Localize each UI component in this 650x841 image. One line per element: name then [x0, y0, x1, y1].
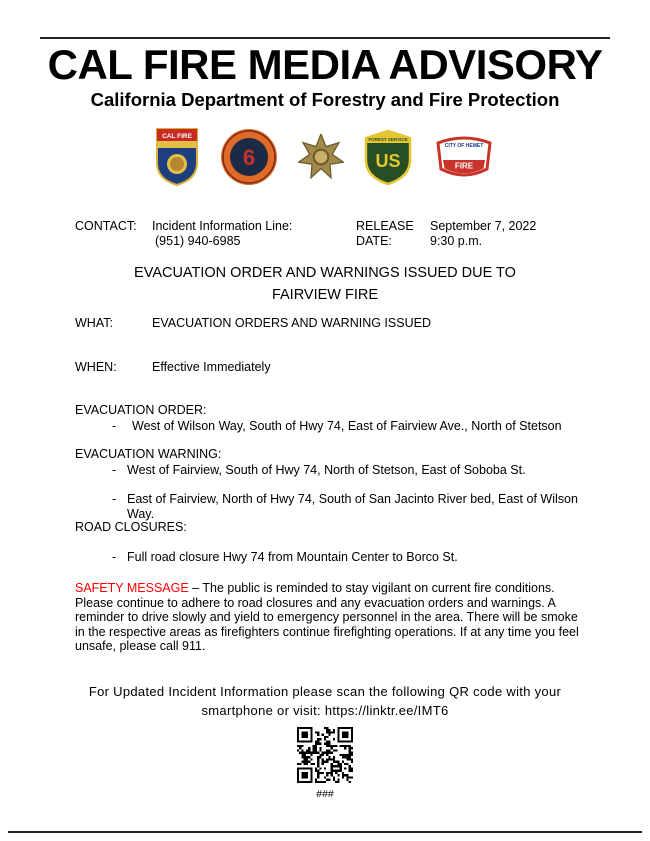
list-item-text: - West of Wilson Way, South of Hwy 74, East of Fairview Ave., North of Stetson: [132, 419, 562, 433]
safety-message-text: – The public is reminded to stay vigilant on current fire conditions. Please continue to adhere to road closures and any evacuation orders and warnings. A reminder to drive slowly and yield to emergency personnel in the area. There will be smoke in the respective areas as firefighters continue firefighting operations. If at any time you feel unsafe, please call 911.: [75, 581, 579, 654]
sheriff-star-icon: [298, 134, 344, 180]
cal-fire-badge-icon: [154, 127, 200, 187]
agency-logos: [0, 126, 650, 188]
contact-label: CONTACT:: [75, 219, 137, 233]
city-of-hemet-fire-badge-icon: [432, 131, 496, 183]
safety-message: [75, 581, 583, 654]
bottom-divider: [8, 831, 642, 833]
document-subtitle: California Department of Forestry and Fire Protection: [90, 89, 560, 110]
top-divider: [40, 37, 610, 39]
contact-phone: (951) 940-6985: [155, 234, 241, 248]
list-item-text: - Full road closure Hwy 74 from Mountain Center to Borco St.: [127, 550, 458, 564]
qr-instruction: [78, 683, 572, 720]
release-date: September 7, 2022: [430, 219, 537, 233]
list-item: [112, 463, 584, 478]
us-forest-service-badge-icon: [364, 129, 412, 185]
list-item: [112, 419, 584, 434]
cal-fire-badge-text: CAL FIRE: [162, 133, 192, 140]
list-item: [112, 492, 584, 521]
county-fire-patch-icon: [220, 128, 278, 186]
safety-message-label: SAFETY MESSAGE: [75, 581, 189, 595]
linktree-link[interactable]: https://linktr.ee/IMT6: [324, 702, 449, 718]
list-item: [112, 550, 584, 565]
qr-code: [297, 727, 353, 783]
list-item-text: - East of Fairview, North of Hwy 74, South of San Jacinto River bed, East of Wilson Way.: [127, 492, 578, 521]
section-title-evacuation-warning: EVACUATION WARNING:: [75, 447, 222, 461]
when-label: WHEN:: [75, 360, 117, 374]
section-title-road-closures: ROAD CLOSURES:: [75, 520, 187, 534]
city-of-hemet-arc-text: CITY OF HEMET: [444, 143, 484, 149]
what-label: WHAT:: [75, 316, 113, 330]
headline: EVACUATION ORDER AND WARNINGS ISSUED DUE TO FAIRVIEW FIRE: [134, 265, 516, 303]
when-value: Effective Immediately: [152, 360, 271, 374]
qr-code-image: [297, 727, 353, 783]
county-fire-patch-number: 6: [242, 145, 256, 170]
us-forest-service-band-text: FOREST SERVICE: [368, 137, 408, 142]
city-of-hemet-fire-text: FIRE: [454, 161, 474, 171]
end-mark: ###: [316, 788, 334, 800]
document-title: CAL FIRE MEDIA ADVISORY: [47, 41, 603, 88]
us-forest-service-monogram: US: [375, 151, 401, 171]
qr-instruction-text: For Updated Incident Information please scan the following QR code with your smartphone or visit:: [88, 684, 562, 718]
release-time: 9:30 p.m.: [430, 234, 483, 248]
release-label-line2: DATE:: [356, 234, 392, 248]
list-item-text: - West of Fairview, South of Hwy 74, North of Stetson, East of Soboba St.: [127, 463, 526, 477]
contact-line1: Incident Information Line:: [152, 219, 293, 233]
section-title-evacuation-order: EVACUATION ORDER:: [75, 403, 207, 417]
what-value: EVACUATION ORDERS AND WARNING ISSUED: [152, 316, 431, 330]
release-label-line1: RELEASE: [356, 219, 414, 233]
